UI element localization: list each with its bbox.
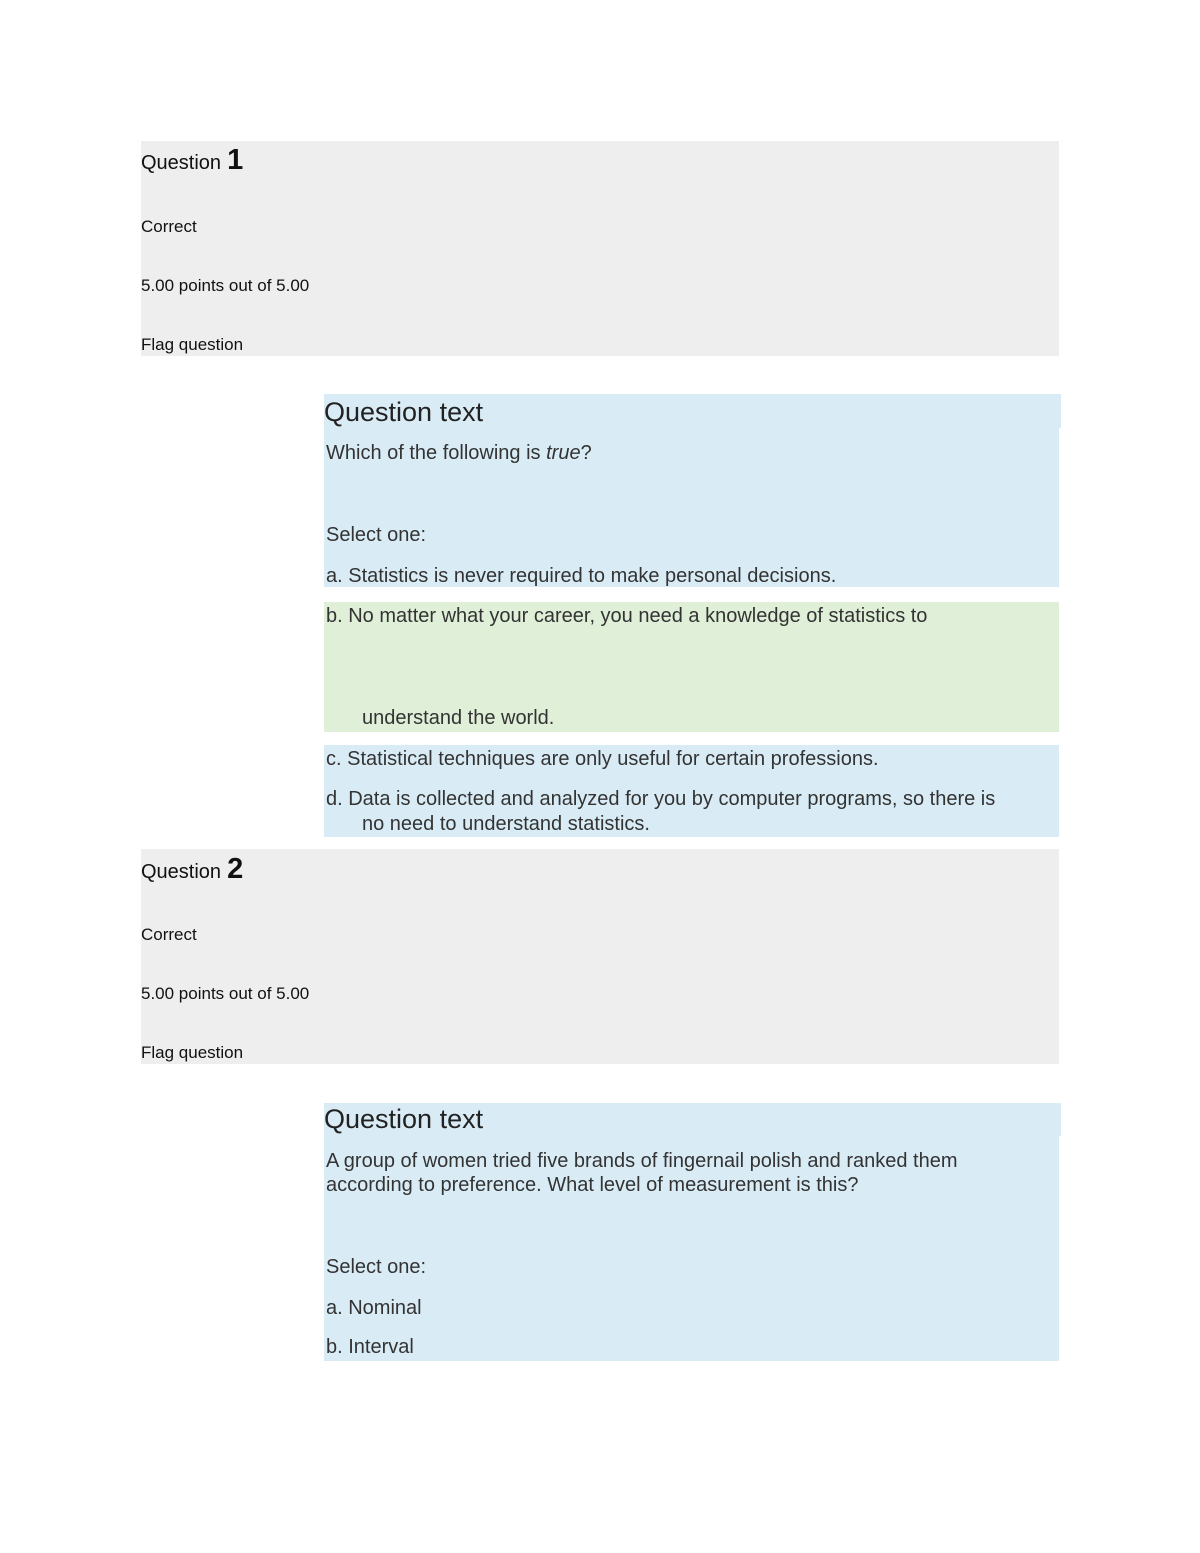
question-1-grade: 5.00 points out of 5.00: [141, 276, 310, 295]
question-label-text: Question: [141, 152, 222, 174]
question-2-answer-a[interactable]: a. Nominal: [326, 1297, 422, 1319]
question-number: 1: [227, 144, 244, 176]
question-2-heading: Question text: [324, 1104, 484, 1134]
question-1-heading: Question text: [324, 397, 484, 427]
question-2-content: [324, 1103, 1060, 1361]
question-1-answer-b[interactable]: b. No matter what your career, you need a knowledge of statistics to: [326, 605, 928, 627]
question-2-prompt-line-1: A group of women tried five brands of fingernail polish and ranked them: [326, 1150, 958, 1172]
question-number: 2: [227, 853, 244, 885]
question-1-answer-d-continued: no need to understand statistics.: [362, 813, 650, 835]
question-2-label: [141, 853, 244, 885]
question-1-label: [141, 144, 244, 176]
question-2-flag-link[interactable]: Flag question: [141, 1043, 244, 1062]
question-2-prompt-line-2: according to preference. What level of measurement is this?: [326, 1174, 859, 1196]
question-1-select-label: Select one:: [326, 524, 427, 546]
prompt-text: Which of the following is: [326, 442, 547, 464]
question-1-prompt: [326, 441, 592, 466]
question-1-info: [141, 141, 1059, 356]
question-label-text: Question: [141, 861, 222, 883]
question-1-answer-c[interactable]: c. Statistical techniques are only useful for certain professions.: [326, 748, 879, 770]
question-1-answer-a[interactable]: a. Statistics is never required to make personal decisions.: [326, 565, 837, 587]
question-1-state: Correct: [141, 217, 197, 236]
prompt-emphasis: true: [546, 442, 581, 464]
question-1-flag-link[interactable]: Flag question: [141, 335, 244, 354]
question-2-state: Correct: [141, 925, 197, 944]
prompt-text-end: ?: [580, 442, 592, 464]
question-2-answer-b[interactable]: b. Interval: [326, 1336, 414, 1358]
question-1-content: [324, 394, 1060, 838]
question-2-select-label: Select one:: [326, 1256, 427, 1278]
question-2-info: [141, 849, 1059, 1064]
question-1-answer-d[interactable]: d. Data is collected and analyzed for you by computer programs, so there is: [326, 788, 996, 810]
question-2-grade: 5.00 points out of 5.00: [141, 984, 310, 1003]
question-1-answer-b-continued: understand the world.: [362, 707, 555, 729]
